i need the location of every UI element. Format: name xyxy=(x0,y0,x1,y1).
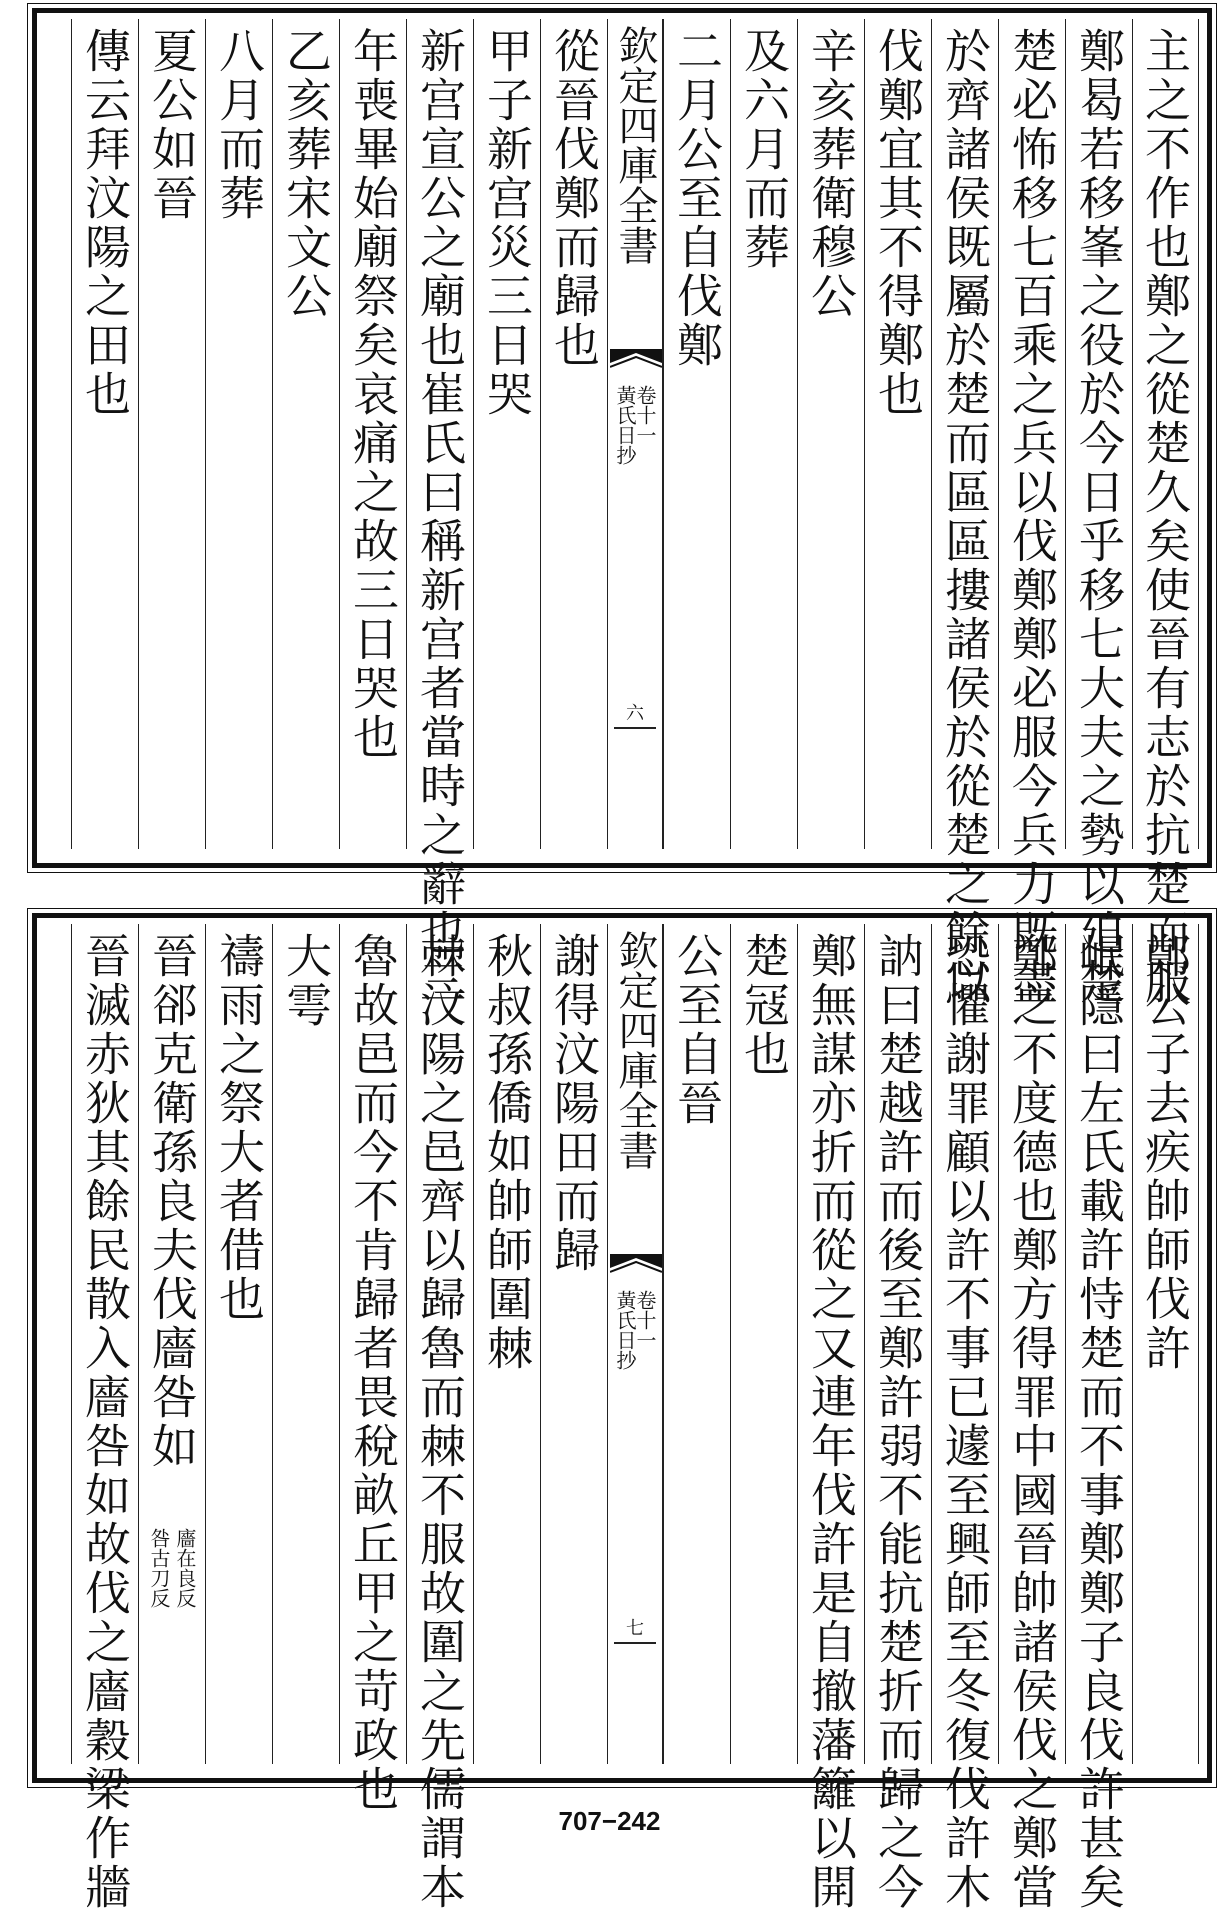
center-title: 欽定四庫全書 xyxy=(612,25,658,265)
column-text: 甲子新宫災三日哭 xyxy=(480,27,534,419)
column-text: 恐懼謝罪顧以許不事已遽至興師至冬復伐許木 xyxy=(938,932,992,1912)
column-text: 公至自晉 xyxy=(670,932,724,1128)
column-text: 傳云拜汶陽之田也 xyxy=(78,27,132,419)
column-text: 夏公如晉 xyxy=(145,27,199,223)
text-column xyxy=(138,19,205,849)
text-column xyxy=(998,19,1065,1007)
text-column xyxy=(931,924,998,1912)
column-text: 及六月而葬 xyxy=(737,27,791,272)
column-text: 禱雨之祭大者借也 xyxy=(212,932,266,1324)
column-text: 鄭無謀亦折而從之又連年伐許是自撤藩籬以開 xyxy=(804,932,858,1912)
page-code: 707−242 xyxy=(558,1806,661,1836)
text-column xyxy=(1065,19,1132,1007)
text-column xyxy=(864,924,931,1912)
center-subtitle: 黃氏日抄 xyxy=(613,385,637,465)
text-column xyxy=(663,924,730,1764)
column-text: 魯故邑而今不肯歸者畏稅畝丘甲之苛政也 xyxy=(346,932,400,1814)
text-column xyxy=(272,19,339,849)
column-text: 八月而葬 xyxy=(212,27,266,223)
column-text: 岷隱曰左氏載許恃楚而不事鄭鄭子良伐許甚矣 xyxy=(1072,932,1126,1912)
column-text: 新宫宣公之廟也崔氏曰稱新宫者當時之辭也三 xyxy=(413,27,467,1007)
text-column xyxy=(205,19,272,849)
column-text: 鄭公子去疾帥師伐許 xyxy=(1138,932,1192,1373)
text-column xyxy=(663,19,730,849)
text-column xyxy=(205,924,272,1764)
center-page-number: 六 xyxy=(626,703,644,724)
text-column xyxy=(730,19,797,849)
text-column xyxy=(797,19,864,849)
text-column xyxy=(1132,19,1199,1007)
text-column xyxy=(540,19,607,849)
text-column xyxy=(931,19,998,1007)
center-volume: 卷十一 xyxy=(633,1290,657,1350)
column-text: 辛亥葬衛穆公 xyxy=(804,27,858,321)
text-column xyxy=(864,19,931,849)
center-rule xyxy=(614,727,656,729)
column-text: 棘汶陽之邑齊以歸魯而棘不服故圍之先儒謂本 xyxy=(413,932,467,1912)
column-text: 秋叔孫僑如帥師圍棘 xyxy=(480,932,534,1373)
text-column xyxy=(473,19,540,849)
text-column xyxy=(1132,924,1199,1764)
text-column xyxy=(998,924,1065,1912)
text-column xyxy=(406,924,473,1912)
column-text: 鄭之不度德也鄭方得罪中國晉帥諸侯伐之鄭當 xyxy=(1005,932,1059,1912)
pronunciation-note: 廧在良反 xyxy=(173,1528,197,1608)
center-fold-column xyxy=(607,924,663,1764)
text-column xyxy=(339,924,406,1814)
center-fold-column xyxy=(607,19,663,849)
column-text: 大雩 xyxy=(279,932,333,1030)
text-column xyxy=(138,924,205,1764)
text-column xyxy=(406,19,473,1007)
text-column xyxy=(797,924,864,1912)
column-text: 晉滅赤狄其餘民散入廧咎如故伐之廧穀梁作牆 xyxy=(78,932,132,1912)
column-text: 於齊諸侯既屬於楚而區區摟諸侯於從楚之餘以 xyxy=(938,27,992,1007)
column-text: 晉郤克衛孫良夫伐廧咎如 xyxy=(145,932,199,1471)
text-column xyxy=(272,924,339,1764)
center-title: 欽定四庫全書 xyxy=(612,930,658,1170)
column-text: 主之不作也鄭之從楚久矣使晉有志於抗楚而服 xyxy=(1138,27,1192,1007)
column-text: 年喪畢始廟祭矣哀痛之故三日哭也 xyxy=(346,27,400,762)
center-volume: 卷十一 xyxy=(633,385,657,445)
text-column xyxy=(1065,924,1132,1912)
column-text: 訥曰楚越許而後至鄭許弱不能抗楚折而歸之今 xyxy=(871,932,925,1912)
fishtail-ornament xyxy=(610,1254,662,1280)
column-text: 楚必怖移七百乘之兵以伐鄭鄭必服今兵力既盡 xyxy=(1005,27,1059,1007)
text-column xyxy=(71,19,138,849)
text-column xyxy=(339,19,406,849)
column-text: 楚冦也 xyxy=(737,932,791,1079)
pronunciation-note: 咎古刀反 xyxy=(147,1528,171,1608)
column-text: 伐鄭宜其不得鄭也 xyxy=(871,27,925,419)
text-column xyxy=(540,924,607,1764)
column-text: 謝得汶陽田而歸 xyxy=(547,932,601,1275)
column-text: 從晉伐鄭而歸也 xyxy=(547,27,601,370)
column-text: 二月公至自伐鄭 xyxy=(670,27,724,370)
text-column xyxy=(473,924,540,1764)
text-column xyxy=(730,924,797,1764)
center-rule xyxy=(614,1642,656,1644)
column-text: 乙亥葬宋文公 xyxy=(279,27,333,321)
column-text: 鄭曷若移峯之役於今日乎移七大夫之勢以廹楚 xyxy=(1072,27,1126,1007)
center-page-number: 七 xyxy=(626,1618,644,1639)
fishtail-ornament xyxy=(610,349,662,375)
text-column xyxy=(71,924,138,1912)
center-subtitle: 黃氏日抄 xyxy=(613,1290,637,1370)
